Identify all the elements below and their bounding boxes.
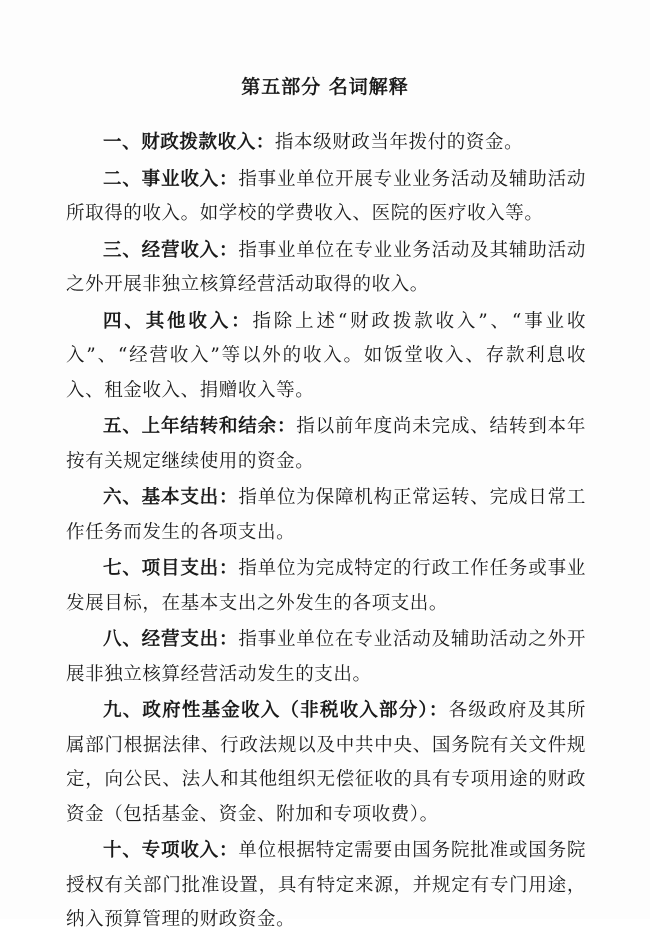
definitions-list: [66, 126, 586, 940]
definition-text: 指事业单位在专业业务活动及其辅助活动之外开展非独立核算经营活动取得的收入。: [66, 239, 586, 295]
definition-item-8: [66, 623, 586, 692]
definition-term: 九、政府性基金收入（非税收入部分）：: [103, 700, 449, 721]
definition-term: 五、上年结转和结余：: [103, 416, 297, 437]
definition-item-1: [66, 126, 586, 161]
definition-term: 六、基本支出：: [103, 487, 239, 508]
definition-text: 指单位为完成特定的行政工作任务或事业发展目标，在基本支出之外发生的各项支出。: [66, 558, 586, 614]
definition-item-10: [66, 834, 586, 938]
definition-text: 指本级财政当年拨付的资金。: [274, 132, 524, 153]
definition-text: 指除上述“财政拨款收入”、“事业收入”、“经营收入”等以外的收入。如饭堂收入、存款利息收入、租金收入、捐赠收入等。: [66, 310, 587, 401]
definition-item-3: [66, 234, 586, 303]
definition-item-2: [66, 163, 586, 232]
definition-term: 一、财政拨款收入：: [103, 132, 275, 153]
definition-term: 三、经营收入：: [103, 239, 239, 261]
definition-text: 指单位为保障机构正常运转、完成日常工作任务而发生的各项支出。: [66, 487, 586, 543]
definition-term: 十、专项收入：: [103, 840, 239, 861]
page-title: 第五部分 名词解释: [241, 76, 409, 98]
definition-term: 四、其他收入：: [103, 310, 253, 332]
definition-text: 指事业单位开展专业业务活动及辅助活动所取得的收入。如学校的学费收入、医院的医疗收入等。: [66, 168, 586, 224]
definition-item-4: [66, 305, 586, 409]
definition-item-6: [66, 481, 586, 550]
definition-text: 单位根据特定需要由国务院批准或国务院授权有关部门批准设置，具有特定来源，并规定有专门用途，纳入预算管理的财政资金。: [66, 840, 586, 930]
definition-text: 指以前年度尚未完成、结转到本年按有关规定继续使用的资金。: [66, 416, 586, 472]
definition-term: 七、项目支出：: [103, 558, 239, 579]
definition-term: 八、经营支出：: [103, 629, 239, 650]
definition-text: 指事业单位在专业活动及辅助活动之外开展非独立核算经营活动发生的支出。: [66, 629, 586, 685]
definition-text: 各级政府及其所属部门根据法律、行政法规以及中共中央、国务院有关文件规定，向公民、法人和其他组织无偿征收的具有专项用途的财政资金（包括基金、资金、附加和专项收费）。: [66, 700, 586, 825]
definition-item-9: [66, 694, 586, 832]
definition-term: 二、事业收入：: [103, 168, 239, 190]
definition-item-5: [66, 410, 586, 479]
definition-item-7: [66, 552, 586, 621]
